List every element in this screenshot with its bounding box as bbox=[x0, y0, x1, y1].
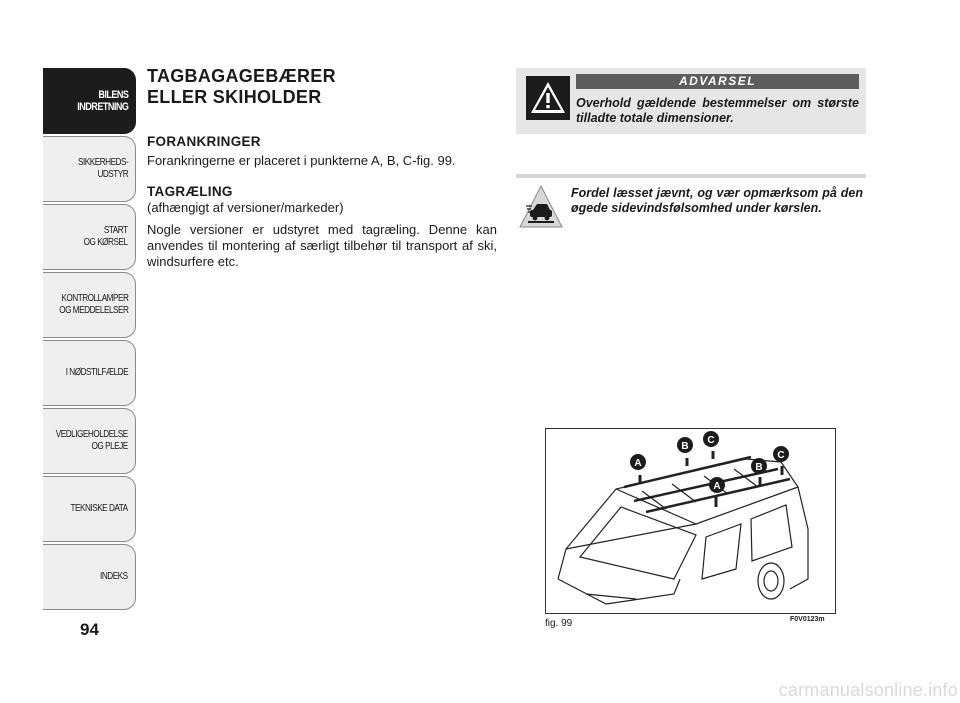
marker-a-front bbox=[709, 477, 725, 507]
tab-i-nodstilfaelde[interactable] bbox=[43, 340, 136, 406]
tab-label: I NØDSTILFÆLDE bbox=[65, 367, 128, 378]
paragraph: Nogle versioner er udstyret med tagræling. Denne kan anvendes til montering af særligt tilbehør til transport af ski, windsurfere etc. bbox=[147, 222, 497, 269]
tab-label: TEKNISKE DATA bbox=[70, 503, 128, 514]
marker-label: B bbox=[755, 462, 763, 473]
marker-label: A bbox=[713, 481, 721, 492]
tab-sikkerhedsudstyr[interactable] bbox=[43, 136, 136, 202]
tab-start-og-korsel[interactable] bbox=[43, 204, 136, 270]
crosswind-car-icon bbox=[518, 184, 564, 234]
note-text: Fordel læsset jævnt, og vær opmærksom på den øgede sidevindsfølsomhed under kørslen. bbox=[571, 186, 863, 215]
figure-roof-rack bbox=[545, 428, 836, 614]
marker-label: A bbox=[634, 458, 642, 469]
tab-indeks[interactable] bbox=[43, 544, 136, 610]
tab-label: START OG KØRSEL bbox=[84, 225, 128, 248]
note-box bbox=[516, 182, 866, 242]
divider bbox=[516, 174, 866, 178]
warning-triangle-icon bbox=[526, 76, 570, 124]
tab-label: INDEKS bbox=[100, 571, 128, 582]
van-illustration bbox=[546, 429, 836, 614]
watermark: carmanualsonline.info bbox=[778, 680, 958, 700]
tab-label: VEDLIGEHOLDELSE OG PLEJE bbox=[56, 429, 128, 452]
marker-b-left bbox=[677, 437, 693, 466]
marker-c-left bbox=[703, 431, 719, 459]
marker-a-left bbox=[630, 454, 646, 483]
tab-label: SIKKERHEDS- UDSTYR bbox=[77, 157, 128, 180]
page-title: TAGBAGAGEBÆRER ELLER SKIHOLDER bbox=[147, 66, 336, 107]
tab-label: KONTROLLAMPER OG MEDDELELSER bbox=[58, 293, 128, 316]
section-heading-forankringer: FORANKRINGER bbox=[147, 134, 261, 149]
paragraph: (afhængigt af versioner/markeder) bbox=[147, 200, 344, 215]
marker-label: C bbox=[777, 450, 785, 461]
marker-label: B bbox=[681, 441, 689, 452]
figure-caption: fig. 99 bbox=[545, 618, 573, 629]
figure-code: F0V0123m bbox=[790, 616, 825, 623]
warning-box bbox=[516, 68, 866, 134]
tab-label: BILENS INDRETNING bbox=[76, 89, 128, 113]
tab-bilens-indretning[interactable] bbox=[43, 68, 136, 134]
warning-text: Overhold gældende bestemmelser om største tilladte totale dimensioner. bbox=[576, 96, 859, 125]
page-number: 94 bbox=[80, 620, 99, 639]
chapter-tabs bbox=[43, 68, 136, 612]
main-content bbox=[147, 66, 497, 270]
tab-vedligeholdelse[interactable] bbox=[43, 408, 136, 474]
warning-label: ADVARSEL bbox=[576, 74, 859, 89]
marker-label: C bbox=[707, 435, 715, 446]
paragraph: Forankringerne er placeret i punkterne A, B, C-fig. 99. bbox=[147, 153, 456, 168]
section-heading-tagraeling: TAGRÆLING bbox=[147, 184, 233, 199]
marker-b-right bbox=[751, 458, 767, 485]
tab-tekniske-data[interactable] bbox=[43, 476, 136, 542]
tab-kontrollamper[interactable] bbox=[43, 272, 136, 338]
